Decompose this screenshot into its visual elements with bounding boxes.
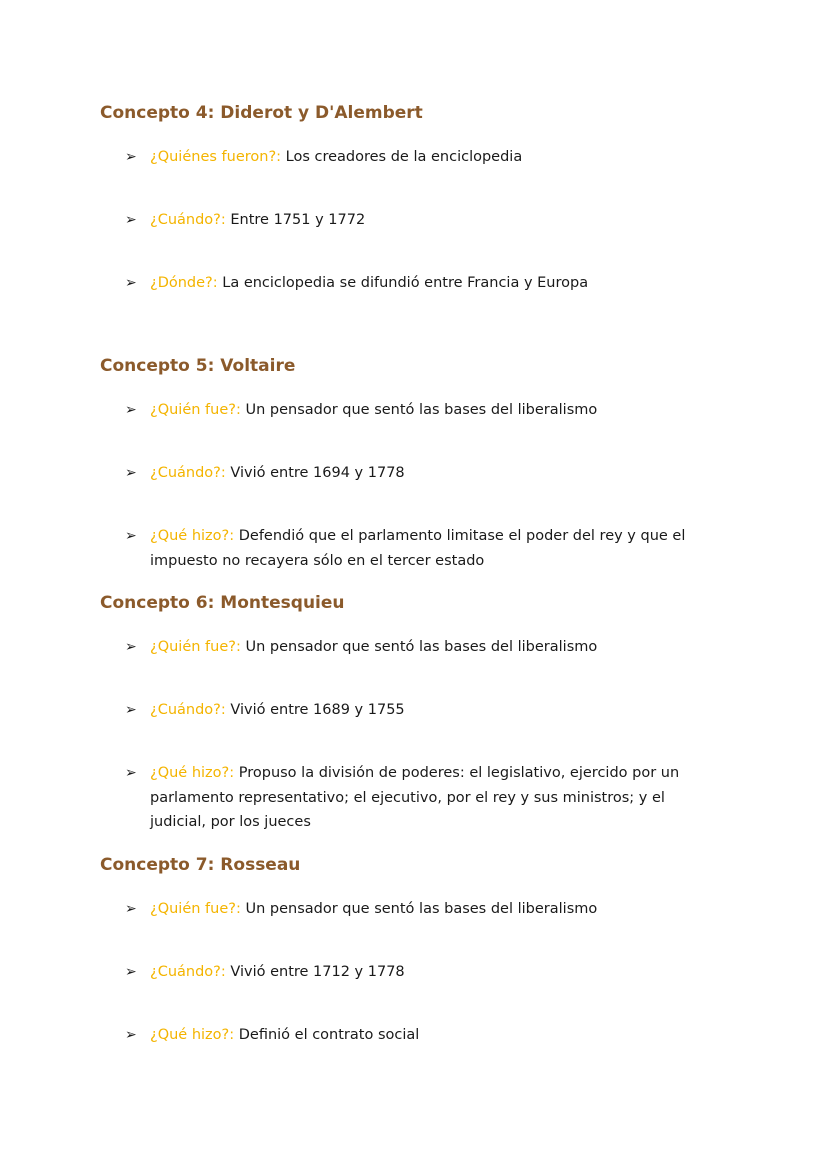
concept-5-item-what [125,524,725,573]
item-text: Defendió que el parlamento limitase el poder del rey y que el impuesto no recayera sólo en el tercer estado [150,528,686,569]
concept-5-heading: Concepto 5: Voltaire [100,356,296,376]
arrow-bullet-icon: ➢ [125,1027,137,1043]
item-label: ¿Cuándo?: [150,964,226,980]
item-label: ¿Qué hizo?: [150,1027,235,1043]
item-text: Entre 1751 y 1772 [225,212,366,228]
item-label: ¿Cuándo?: [150,702,226,718]
item-label: ¿Quién fue?: [150,402,241,418]
item-text: Los creadores de la enciclopedia [281,149,523,165]
item-label: ¿Qué hizo?: [150,528,235,544]
concept-4-item-where [125,271,725,296]
item-label: ¿Quiénes fueron?: [150,149,282,165]
item-text: Un pensador que sentó las bases del liberalismo [240,901,598,917]
arrow-bullet-icon: ➢ [125,212,137,228]
item-label: ¿Cuándo?: [150,465,226,481]
arrow-bullet-icon: ➢ [125,702,137,718]
concept-6-item-when [125,698,725,723]
item-text: Un pensador que sentó las bases del liberalismo [240,639,598,655]
arrow-bullet-icon: ➢ [125,901,137,917]
item-text: Propuso la división de poderes: el legislativo, ejercido por un parlamento representativo; el ejecutivo, por el rey y sus ministros; y el judicial, por los jueces [150,765,680,830]
concept-6-heading: Concepto 6: Montesquieu [100,593,345,613]
arrow-bullet-icon: ➢ [125,639,137,655]
concept-7-item-who [125,897,725,922]
item-label: ¿Qué hizo?: [150,765,235,781]
item-label: ¿Dónde?: [150,275,218,291]
item-text: La enciclopedia se difundió entre Francia y Europa [217,275,589,291]
concept-4-item-when [125,208,725,233]
concept-7-item-what [125,1023,725,1048]
arrow-bullet-icon: ➢ [125,528,137,544]
item-text: Un pensador que sentó las bases del liberalismo [240,402,598,418]
arrow-bullet-icon: ➢ [125,275,137,291]
item-text: Vivió entre 1689 y 1755 [225,702,405,718]
concept-6-item-what [125,761,725,835]
item-text: Vivió entre 1694 y 1778 [225,465,405,481]
item-label: ¿Quién fue?: [150,901,241,917]
item-label: ¿Cuándo?: [150,212,226,228]
concept-6-item-who [125,635,725,660]
concept-4-item-who [125,145,725,170]
arrow-bullet-icon: ➢ [125,149,137,165]
concept-4-heading: Concepto 4: Diderot y D'Alembert [100,103,423,123]
item-text: Definió el contrato social [234,1027,420,1043]
arrow-bullet-icon: ➢ [125,402,137,418]
concept-5-item-when [125,461,725,486]
arrow-bullet-icon: ➢ [125,765,137,781]
concept-5-item-who [125,398,725,423]
item-text: Vivió entre 1712 y 1778 [225,964,405,980]
arrow-bullet-icon: ➢ [125,465,137,481]
arrow-bullet-icon: ➢ [125,964,137,980]
concept-7-item-when [125,960,725,985]
concept-7-heading: Concepto 7: Rosseau [100,855,301,875]
item-label: ¿Quién fue?: [150,639,241,655]
